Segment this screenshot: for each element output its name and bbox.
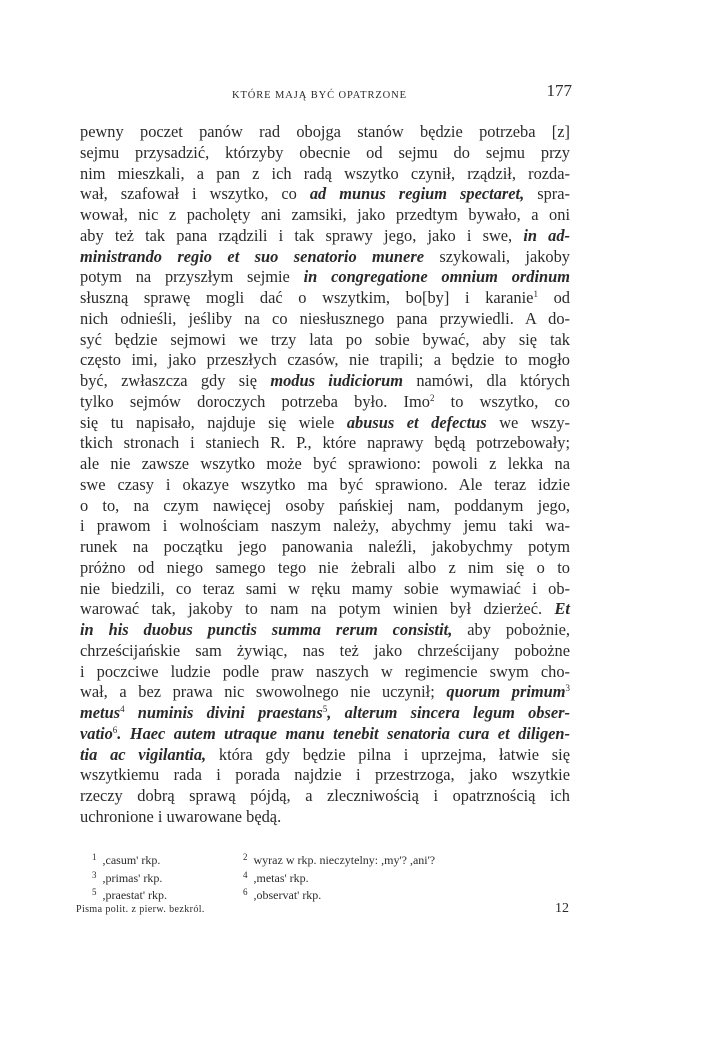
running-header: [80, 81, 572, 106]
text-segment: chrześcijańskie sam żywiąc, nas też jako chrześcijany pobożne: [80, 640, 570, 660]
text-line: [80, 184, 570, 205]
text-line: [80, 413, 570, 434]
text-line: [80, 703, 570, 724]
footnote-ref: 6: [112, 724, 118, 735]
text-segment: pewny poczet panów rad obojga stanów będzie potrzeba [z]: [80, 122, 570, 141]
text-line: [80, 662, 570, 683]
text-line: [80, 745, 570, 766]
text-segment: uchronione i uwarowane będą.: [80, 806, 282, 826]
text-line: [80, 765, 570, 786]
text-segment: która gdy będzie pilna i uprzejma, łatwie się: [206, 744, 570, 764]
footnote-marker: 5: [92, 887, 97, 897]
text-segment: to wszytko, co: [434, 391, 570, 411]
text-segment: wał, a bez prawa nic swowolnego nie uczynił;: [80, 682, 447, 702]
text-segment: słuszną sprawę mogli dać o wszytkim, bo[by] i karanie: [80, 288, 534, 307]
latin-phrase: tia ac vigilantia,: [80, 744, 207, 764]
text-segment: wał, szafował i wszytko, co: [80, 184, 310, 204]
latin-phrase: Et: [554, 599, 570, 619]
text-segment: i poczciwe ludzie podle praw naszych w regimencie swym cho-: [80, 661, 570, 681]
text-segment: wszytkiemu rada i porada najdzie i przestrzoga, jako wszytkie: [80, 765, 570, 785]
footnote-marker: 1: [92, 852, 97, 862]
text-segment: syć będzie sejmowi we trzy lata po sobie bywać, aby się tak: [80, 329, 570, 349]
latin-phrase: in ad-: [523, 225, 570, 245]
text-line: [80, 786, 570, 807]
text-segment: warować tak, jakoby to nam na potym winien był dzierżeć.: [80, 599, 555, 619]
text-line: [80, 288, 570, 309]
footnote: [243, 884, 321, 905]
latin-phrase: numinis divini praestans: [124, 703, 323, 722]
latin-phrase: . Haec autem utraque manu tenebit senatoria cura et diligen-: [117, 723, 570, 743]
text-segment: spra-: [524, 184, 570, 204]
text-line: [80, 371, 570, 392]
text-segment: nie biedzili, co teraz sami w ręku mamy sobie wymawiać i ob-: [80, 578, 570, 598]
footnote: [92, 884, 167, 905]
footnote-ref: 2: [429, 392, 435, 403]
text-segment: często imi, jako przeszłych czasów, nie trapili; a będzie to mogło: [80, 350, 570, 370]
footnote-text: ,observat' rkp.: [253, 888, 322, 902]
text-line: [80, 537, 570, 558]
footnotes: [92, 849, 522, 902]
text-segment: być, zwłaszcza gdy się: [80, 371, 271, 390]
footnote-marker: 6: [243, 887, 248, 897]
text-line: [80, 205, 570, 226]
text-line: [80, 433, 570, 454]
text-line: [80, 350, 570, 371]
running-title: KTÓRE MAJĄ BYĆ OPATRZONE: [232, 90, 407, 101]
footnote-ref: 1: [533, 289, 538, 299]
text-segment: namówi, dla których: [402, 371, 570, 390]
latin-phrase: quorum primum: [446, 682, 566, 702]
text-line: [80, 267, 570, 288]
latin-phrase: ad munus regium spectaret,: [309, 184, 525, 204]
text-segment: o to, na czym nawięcej osoby pańskiej nam, poddanym jego,: [80, 495, 570, 515]
text-line: [80, 516, 570, 537]
text-segment: runek na początku jego panowania naleźli, jakobychmy potym: [80, 537, 570, 556]
text-segment: aby pobożnie,: [452, 620, 570, 639]
footnote-text: ,metas' rkp.: [253, 870, 309, 885]
text-segment: od: [537, 288, 570, 307]
text-segment: wował, nic z pacholęty ani zamsiki, jako przedtym bywało, a oni: [80, 205, 570, 224]
text-segment: potym na przyszłym sejmie: [80, 267, 304, 287]
text-line: [80, 807, 570, 828]
text-line: [80, 558, 570, 579]
latin-phrase: in congregatione omnium ordinum: [303, 267, 570, 287]
text-line: [80, 164, 570, 185]
text-segment: rzeczy dobrą sprawą pójdą, a zleczniwością i opatrznością ich: [80, 786, 570, 805]
footnote-marker: 2: [243, 852, 248, 862]
text-line: [80, 122, 570, 143]
footnote-marker: 3: [92, 869, 97, 880]
latin-phrase: in his duobus punctis summa rerum consistit,: [80, 620, 453, 639]
text-line: [80, 496, 570, 517]
footnote-marker: 4: [243, 869, 248, 880]
footnote-ref: 4: [120, 704, 125, 714]
text-line: [80, 724, 570, 745]
text-segment: tkich stronach i staniech R. P., które naprawy będą potrzebowały;: [80, 433, 570, 453]
text-line: [80, 226, 570, 247]
footnote-ref: 5: [322, 704, 328, 714]
latin-phrase: abusus et defectus: [346, 412, 487, 432]
text-line: [80, 309, 570, 330]
text-segment: próżno od niego samego tego nie żebrali albo z nim się o to: [80, 557, 570, 577]
footnote-ref: 3: [565, 683, 571, 694]
text-line: [80, 454, 570, 475]
text-segment: szykowali, jakoby: [423, 246, 570, 266]
text-segment: aby też tak pana rządzili i tak sprawy jego, jako i swe,: [80, 225, 524, 245]
latin-phrase: ministrando regio et suo senatorio munere: [80, 246, 424, 266]
text-segment: swe czasy i okazye wszytko ma być sprawiono. Ale teraz idzie: [80, 474, 570, 494]
text-line: [80, 641, 570, 662]
footnote-row: [92, 884, 522, 902]
footnote-row: [92, 867, 522, 885]
text-line: [80, 247, 570, 268]
text-line: [80, 475, 570, 496]
sheet-number: 12: [555, 901, 569, 916]
text-segment: we wszy-: [486, 412, 570, 432]
footnote-text: wyraz w rkp. nieczytelny: ,my'? ,ani'?: [253, 853, 436, 867]
latin-phrase: , alterum sincera legum obser-: [327, 703, 570, 722]
text-segment: sejmu przysadzić, którzyby obecnie od sejmu do sejmu przy: [80, 142, 570, 162]
footnote-text: ,casum' rkp.: [102, 853, 161, 867]
text-segment: i prawom i wolnościam naszym należy, abychmy jemu taki wa-: [80, 516, 570, 536]
text-line: [80, 143, 570, 164]
footnote-text: ,primas' rkp.: [102, 870, 163, 885]
latin-phrase: vatio: [80, 723, 113, 743]
text-segment: tylko sejmów doroczych potrzeba było. Imo: [80, 391, 430, 411]
text-line: [80, 599, 570, 620]
footnote-text: ,praestat' rkp.: [102, 888, 167, 902]
text-line: [80, 392, 570, 413]
printer-signature: Pisma polit. z pierw. bezkról.: [76, 904, 205, 915]
text-segment: nich odnieśli, jeśliby na co niesłusznego pana przywiedli. A do-: [80, 308, 570, 328]
text-segment: nim mieszkali, a pan z ich radą wszytko czynił, rządził, rozda-: [80, 163, 570, 183]
latin-phrase: modus iudiciorum: [270, 371, 403, 390]
text-line: [80, 620, 570, 641]
text-line: [80, 682, 570, 703]
text-line: [80, 330, 570, 351]
body-text: [80, 122, 570, 828]
text-line: [80, 579, 570, 600]
footnote-row: [92, 849, 522, 867]
latin-phrase: metus: [80, 703, 121, 722]
text-segment: się tu napisało, najduje się wiele: [80, 412, 347, 432]
page-number: 177: [546, 81, 572, 100]
text-segment: ale nie zawsze wszytko może być sprawiono: powoli z lekka na: [80, 454, 570, 473]
